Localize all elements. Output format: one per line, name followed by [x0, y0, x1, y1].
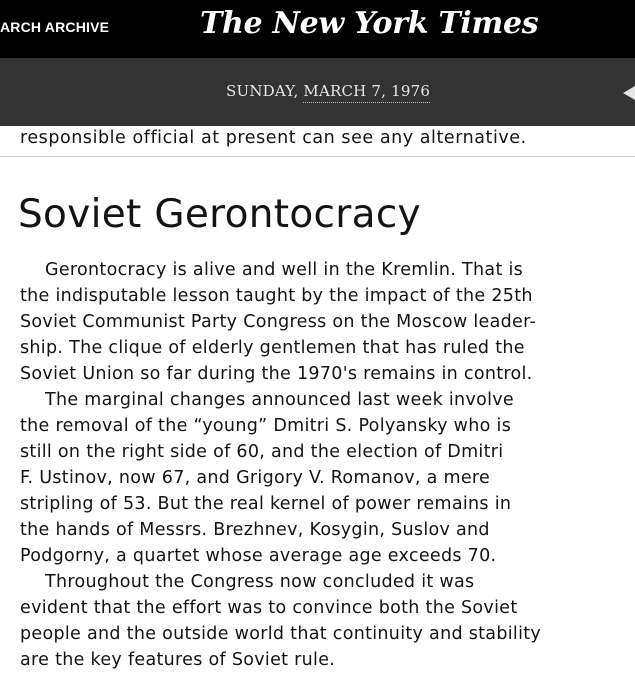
body-line: the removal of the “young” Dmitri S. Polyansky who is — [20, 416, 512, 436]
date-link[interactable]: MARCH 7, 1976 — [303, 82, 430, 103]
body-line: are the key features of Soviet rule. — [20, 650, 336, 670]
body-line: people and the outside world that continuity and stability — [20, 624, 542, 644]
section-divider — [0, 156, 635, 157]
body-line: ship. The clique of elderly gentlemen that has ruled the — [20, 338, 525, 358]
article-scan — [0, 126, 635, 680]
body-line: Throughout the Congress now concluded it was — [45, 572, 475, 592]
issue-date — [226, 82, 430, 100]
body-line: the indisputable lesson taught by the impact of the 25th — [20, 286, 533, 306]
previous-article-last-line: responsible official at present can see any alternative. — [20, 128, 527, 148]
article-headline: Soviet Gerontocracy — [18, 192, 421, 237]
body-line: stripling of 53. But the real kernel of power remains in — [20, 494, 512, 514]
previous-page-arrow-icon[interactable] — [623, 86, 635, 100]
date-weekday: SUNDAY, — [226, 82, 304, 100]
top-bar — [0, 0, 635, 58]
body-line: Gerontocracy is alive and well in the Kremlin. That is — [45, 260, 524, 280]
body-line: Soviet Union so far during the 1970's remains in control. — [20, 364, 533, 384]
body-line: Podgorny, a quartet whose average age exceeds 70. — [20, 546, 497, 566]
body-line: The marginal changes announced last week involve — [45, 390, 514, 410]
body-line: still on the right side of 60, and the election of Dmitri — [20, 442, 504, 462]
body-line: evident that the effort was to convince both the Soviet — [20, 598, 518, 618]
body-line: Soviet Communist Party Congress on the Moscow leader- — [20, 312, 537, 332]
nyt-masthead-logo[interactable]: The New York Times — [200, 6, 539, 41]
body-line: the hands of Messrs. Brezhnev, Kosygin, Suslov and — [20, 520, 490, 540]
date-bar — [0, 58, 635, 126]
body-line: F. Ustinov, now 67, and Grigory V. Romanov, a mere — [20, 468, 491, 488]
archive-nav-link[interactable]: ARCH ARCHIVE — [0, 19, 110, 35]
